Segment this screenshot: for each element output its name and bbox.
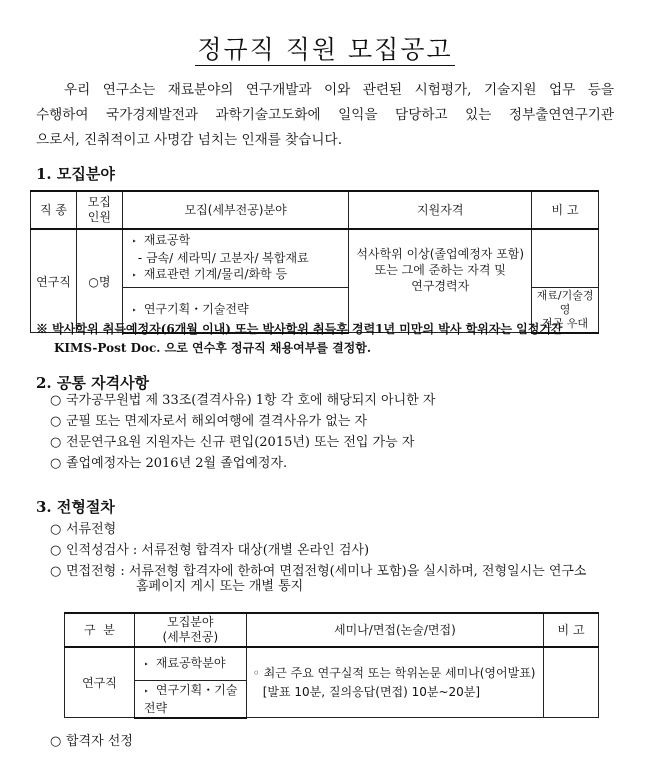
list-item: ○ 군필 또는 면제자로서 해외여행에 결격사유가 없는 자 [50, 411, 435, 432]
header-category: 구 분 [65, 613, 135, 647]
header-count: 모집 인원 [76, 191, 122, 229]
circle-bullet-icon: ○ [50, 435, 62, 450]
triangle-bullet-icon: ‣ [131, 237, 137, 247]
list-item: ○ 졸업예정자는 2016년 2월 졸업예정자. [50, 453, 435, 474]
cell-field-materials: ‣ 재료공학 - 금속/ 세라믹/ 고분자/ 복합재료 ‣ 재료관련 기계/물리/화학 등 [122, 229, 349, 287]
header-qualification: 지원자격 [349, 191, 532, 229]
list-item: ○ 서류전형 [50, 519, 587, 540]
interview-table [64, 612, 599, 719]
header-field: 모집(세부전공)분야 [122, 191, 349, 229]
recruitment-note: ※ 박사학위 취득예정자(6개월 이내) 또는 박사학위 취득후 경력1년 미만의 박사 학위자는 일정기간 KIMS-Post Doc. 으로 연수후 정규직 채용여부를 결정함. [36, 322, 563, 355]
intro-line: 우리 연구소는 재료분야의 연구개발과 이와 관련된 시험평가, 기술지원 업무 등을 [64, 82, 614, 98]
circle-bullet-icon: ○ [50, 456, 62, 471]
qualification-list [50, 390, 435, 474]
intro-line: 으로서, 진취적이고 사명감 넘치는 인재를 찾습니다. [36, 132, 343, 148]
cell-field-planning: ‣ 연구기획・기술전략 [134, 680, 246, 718]
circle-bullet-icon: ○ [50, 543, 62, 558]
recruitment-table [30, 190, 599, 334]
cell-remark-b: 재료/기술경영 전공 우대 [532, 287, 599, 333]
page-title: 정규직 직원 모집공고 [197, 35, 453, 64]
header-field: 모집분야 (세부전공) [134, 613, 246, 647]
circle-bullet-icon: ○ [50, 522, 62, 537]
circle-bullet-icon: ○ [50, 393, 62, 408]
list-item: ○ 국가공무원법 제 33조(결격사유) 1항 각 호에 해당되지 아니한 자 [50, 390, 435, 411]
list-item: ○ 면접전형 : 서류전형 합격자에 한하여 면접전형(세미나 포함)을 실시하며, 전형일시는 연구소 [50, 561, 587, 582]
cell-remark-a [532, 229, 599, 287]
list-item: ○ 인적성검사 : 서류전형 합격자 대상(개별 온라인 검사) [50, 540, 587, 561]
triangle-bullet-icon: ‣ [131, 305, 137, 315]
list-item: ○ 전문연구요원 지원자는 신규 편입(2015년) 또는 전입 가능 자 [50, 432, 435, 453]
intro-paragraph [36, 78, 614, 153]
process-item-continuation: 홈페이지 게시 또는 개별 통지 [136, 579, 304, 594]
triangle-bullet-icon: ‣ [143, 686, 149, 696]
cell-field-planning: ‣ 연구기획・기술전략 [122, 287, 349, 333]
cell-count: ○명 [76, 229, 122, 333]
process-list [50, 519, 587, 582]
cell-remark [544, 647, 599, 718]
cell-field-materials: ‣ 재료공학분야 [134, 647, 246, 680]
section-heading-process: 3. 전형절차 [36, 498, 115, 516]
header-remark: 비 고 [544, 613, 599, 647]
header-seminar: 세미나/면접(논술/면접) [246, 613, 543, 647]
list-item-final-selection: ○ 합격자 선정 [50, 734, 133, 749]
cell-job-type: 연구직 [31, 229, 77, 333]
header-job-type: 직 종 [31, 191, 77, 229]
circle-bullet-icon: ○ [50, 564, 62, 579]
header-remark: 비 고 [532, 191, 599, 229]
triangle-bullet-icon: ‣ [143, 659, 149, 669]
section-heading-recruitment: 1. 모집분야 [36, 165, 115, 183]
cell-job-type: 연구직 [65, 647, 135, 718]
cell-seminar: ◦ 최근 주요 연구실적 또는 학위논문 세미나(영어발표) [발표 10분, 질의응답(면접) 10분~20분] [246, 647, 543, 718]
circle-bullet-icon: ○ [50, 414, 62, 429]
circle-bullet-icon: ○ [50, 734, 62, 749]
intro-line: 수행하여 국가경제발전과 과학기술고도화에 일익을 담당하고 있는 정부출연연구기관 [36, 107, 614, 123]
triangle-bullet-icon: ‣ [131, 271, 137, 281]
section-heading-qualifications: 2. 공통 자격사항 [36, 374, 150, 392]
cell-qualification: 석사학위 이상(졸업예정자 포함) 또는 그에 준하는 자격 및 연구경력자 [349, 229, 532, 333]
